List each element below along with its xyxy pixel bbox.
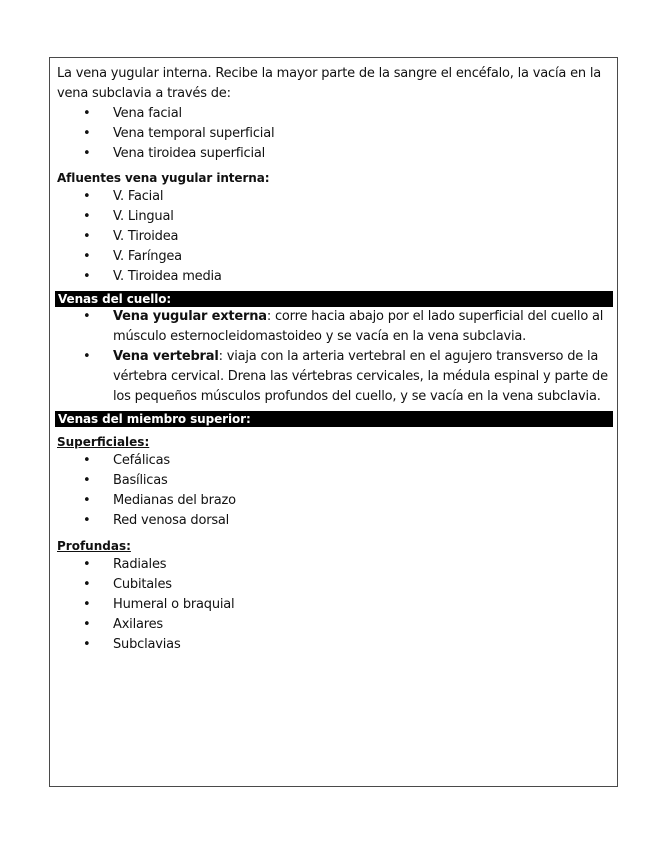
list-item bbox=[57, 247, 611, 267]
bullet-icon: • bbox=[83, 349, 91, 364]
bullet-icon: • bbox=[83, 229, 91, 244]
list-item-text: V. Faríngea bbox=[113, 249, 182, 264]
list-item-text: V. Lingual bbox=[113, 209, 174, 224]
bullet-icon: • bbox=[83, 269, 91, 284]
list-item bbox=[57, 595, 611, 615]
list-item bbox=[57, 104, 611, 124]
list-item-text: Radiales bbox=[113, 557, 167, 572]
list-item bbox=[57, 451, 611, 471]
bullet-icon: • bbox=[83, 126, 91, 141]
list-item-text: V. Facial bbox=[113, 189, 164, 204]
bullet-icon: • bbox=[83, 557, 91, 572]
profundas-heading: Profundas: bbox=[57, 539, 131, 553]
list-item bbox=[57, 227, 611, 247]
bullet-icon: • bbox=[83, 453, 91, 468]
term-label: Vena vertebral bbox=[113, 349, 219, 364]
bullet-icon: • bbox=[83, 249, 91, 264]
list-item bbox=[57, 511, 611, 531]
list-item-text: Vena facial bbox=[113, 106, 182, 121]
list-item-text: Humeral o braquial bbox=[113, 597, 235, 612]
list-item-text: Axilares bbox=[113, 617, 164, 632]
list-item-text: V. Tiroidea media bbox=[113, 269, 222, 284]
profundas-list bbox=[57, 555, 611, 655]
list-item-text: Cubitales bbox=[113, 577, 172, 592]
cuello-veins-list bbox=[57, 307, 611, 407]
list-item bbox=[57, 635, 611, 655]
list-item bbox=[57, 575, 611, 595]
intro-paragraph: La vena yugular interna. Recibe la mayor parte de la sangre el encéfalo, la vacía en la vena subclavia a través de: bbox=[57, 66, 602, 101]
bullet-icon: • bbox=[83, 577, 91, 592]
list-item bbox=[57, 144, 611, 164]
bullet-icon: • bbox=[83, 146, 91, 161]
term-description: : corre hacia abajo por el lado superficial del cuello al músculo esternocleidomastoideo y se vacía en la vena subclavia. bbox=[113, 309, 604, 344]
section-heading-miembro-superior: Venas del miembro superior: bbox=[55, 411, 613, 427]
bullet-icon: • bbox=[83, 309, 91, 324]
list-item-text: Vena tiroidea superficial bbox=[113, 146, 266, 161]
list-item-text: Vena temporal superficial bbox=[113, 126, 275, 141]
list-item-text: Subclavias bbox=[113, 637, 181, 652]
list-item bbox=[57, 267, 611, 287]
superficiales-list bbox=[57, 451, 611, 531]
bullet-icon: • bbox=[83, 513, 91, 528]
list-item-text: Medianas del brazo bbox=[113, 493, 236, 508]
list-item-text: V. Tiroidea bbox=[113, 229, 179, 244]
yugular-destinations-list bbox=[57, 104, 611, 164]
list-item bbox=[57, 491, 611, 511]
section-heading-cuello: Venas del cuello: bbox=[55, 291, 613, 307]
bullet-icon: • bbox=[83, 209, 91, 224]
list-item bbox=[57, 615, 611, 635]
list-item bbox=[57, 347, 611, 407]
bullet-icon: • bbox=[83, 617, 91, 632]
document-frame bbox=[49, 57, 618, 787]
list-item bbox=[57, 471, 611, 491]
list-item-text: Cefálicas bbox=[113, 453, 170, 468]
list-item-text: Red venosa dorsal bbox=[113, 513, 230, 528]
list-item-text: Basílicas bbox=[113, 473, 168, 488]
superficiales-heading: Superficiales: bbox=[57, 435, 150, 449]
list-item bbox=[57, 555, 611, 575]
list-item bbox=[57, 187, 611, 207]
afluentes-list bbox=[57, 187, 611, 287]
list-item bbox=[57, 207, 611, 227]
list-item bbox=[57, 124, 611, 144]
term-description: : viaja con la arteria vertebral en el agujero transverso de la vértebra cervical. Drena las vértebras cervicales, la médula espinal y parte de los pequeños músculos profundos del cuello, y se vacía en la vena subclavia. bbox=[113, 349, 608, 404]
bullet-icon: • bbox=[83, 597, 91, 612]
bullet-icon: • bbox=[83, 637, 91, 652]
bullet-icon: • bbox=[83, 493, 91, 508]
bullet-icon: • bbox=[83, 106, 91, 121]
list-item bbox=[57, 307, 611, 347]
term-label: Vena yugular externa bbox=[113, 309, 267, 324]
bullet-icon: • bbox=[83, 473, 91, 488]
bullet-icon: • bbox=[83, 189, 91, 204]
afluentes-heading: Afluentes vena yugular interna: bbox=[57, 171, 270, 185]
